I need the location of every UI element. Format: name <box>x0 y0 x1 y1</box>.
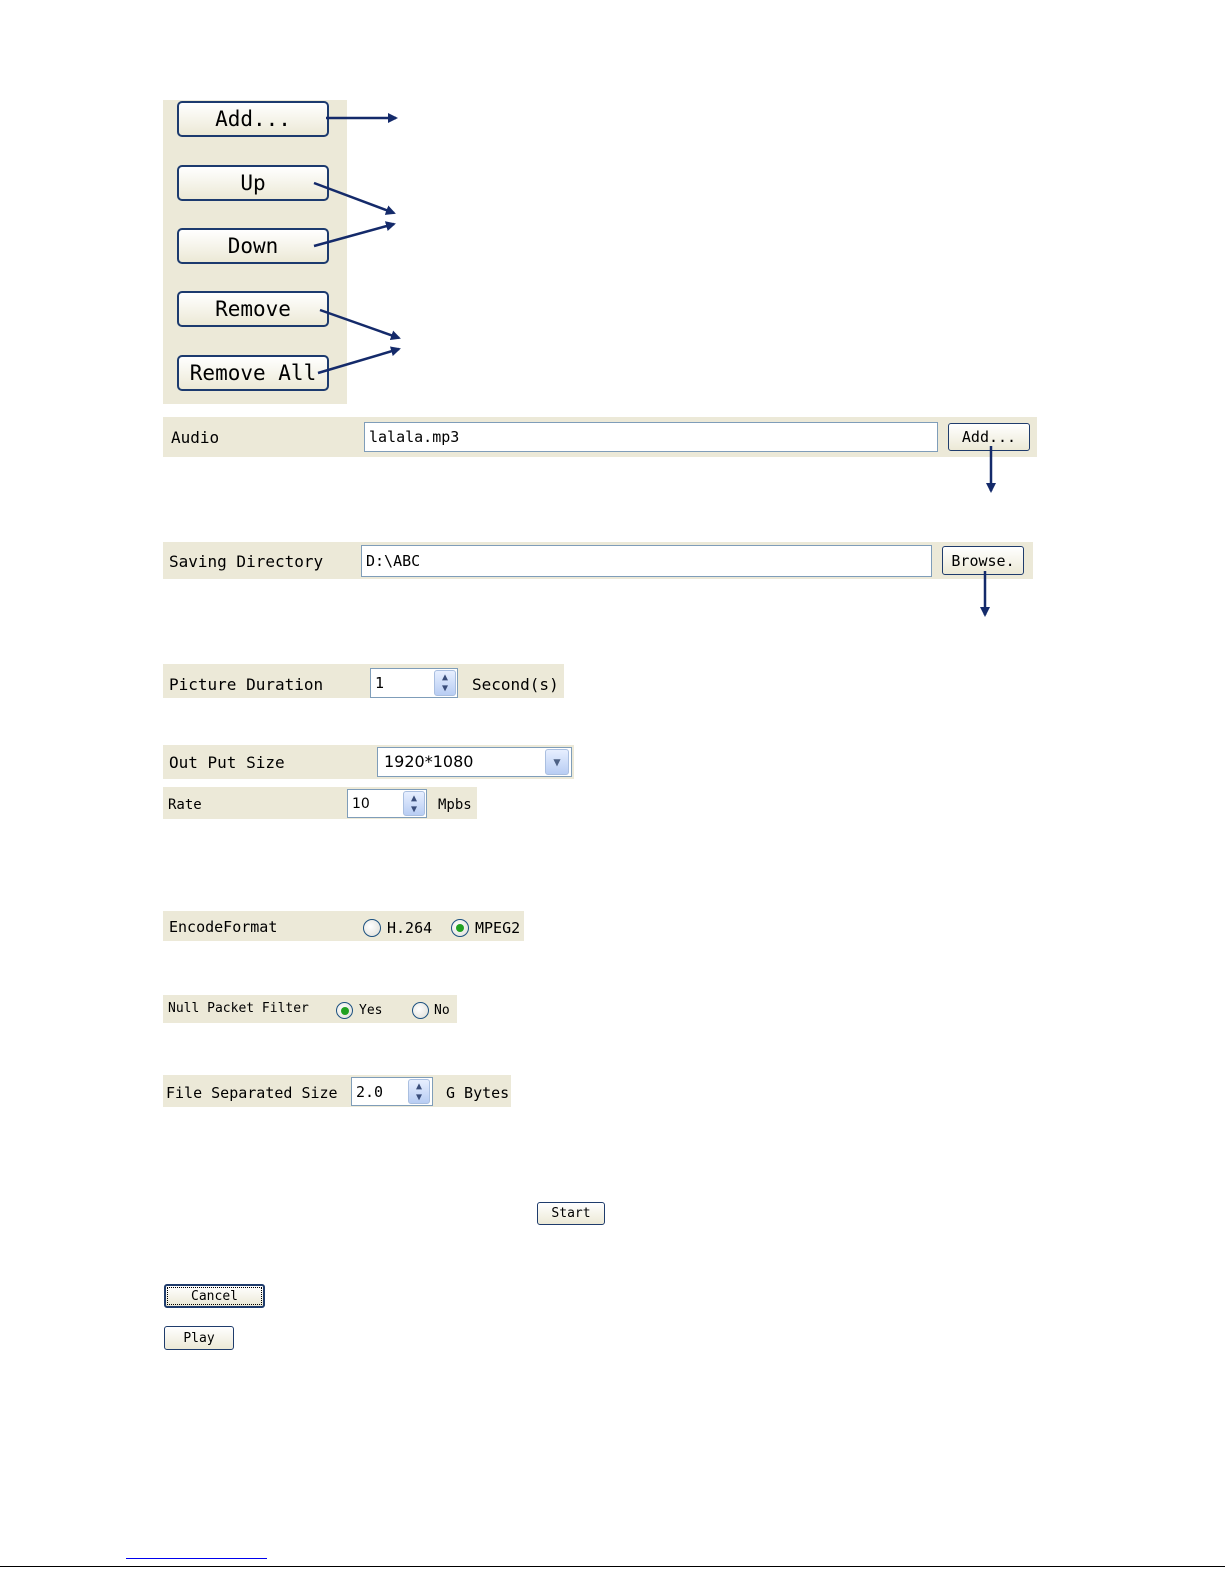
rate-unit: Mpbs <box>438 797 472 813</box>
null-filter-no-label[interactable]: No <box>434 1003 450 1018</box>
output-size-select[interactable] <box>377 747 572 777</box>
audio-file-input[interactable] <box>364 422 938 452</box>
file-separated-size-spinner[interactable] <box>408 1079 430 1104</box>
output-size-label: Out Put Size <box>169 753 285 772</box>
move-up-button[interactable]: Up <box>177 165 329 201</box>
browse-button[interactable]: Browse. <box>942 546 1024 575</box>
remove-button[interactable]: Remove <box>177 291 329 327</box>
null-filter-yes-radio[interactable] <box>336 1002 353 1019</box>
saving-directory-label: Saving Directory <box>169 552 324 571</box>
encode-h264-radio[interactable] <box>363 919 381 937</box>
audio-add-button[interactable]: Add... <box>948 423 1030 451</box>
spin-up-icon[interactable]: ▲ <box>410 792 418 804</box>
radio-selected-dot <box>456 924 464 932</box>
chevron-down-icon[interactable]: ▼ <box>545 749 569 775</box>
play-button[interactable]: Play <box>164 1326 234 1350</box>
spin-up-icon[interactable]: ▲ <box>415 1080 423 1092</box>
null-filter-yes-label[interactable]: Yes <box>359 1003 383 1018</box>
encode-mpeg2-label[interactable]: MPEG2 <box>475 919 521 937</box>
null-packet-filter-label: Null Packet Filter <box>168 1001 309 1016</box>
spin-down-icon[interactable]: ▼ <box>441 683 449 694</box>
file-separated-size-unit: G Bytes <box>446 1084 510 1102</box>
rate-spinner[interactable] <box>403 791 425 816</box>
picture-duration-label: Picture Duration <box>169 675 324 694</box>
start-button[interactable]: Start <box>537 1202 605 1225</box>
saving-directory-input[interactable] <box>361 545 932 577</box>
footer-divider <box>0 1566 1225 1567</box>
rate-row <box>163 787 477 819</box>
audio-label: Audio <box>171 428 220 447</box>
encode-mpeg2-radio[interactable] <box>451 919 469 937</box>
spin-down-icon[interactable]: ▼ <box>415 1091 423 1103</box>
picture-duration-unit: Second(s) <box>472 675 559 694</box>
encode-format-label: EncodeFormat <box>169 918 278 936</box>
cancel-button[interactable]: Cancel <box>164 1284 265 1308</box>
null-filter-no-radio[interactable] <box>412 1002 429 1019</box>
output-size-value: 1920*1080 <box>384 752 474 771</box>
remove-all-button[interactable]: Remove All <box>177 355 329 391</box>
spin-up-icon[interactable]: ▲ <box>441 672 449 683</box>
picture-duration-spinner[interactable] <box>434 670 456 696</box>
file-separated-size-label: File Separated Size <box>166 1084 338 1102</box>
add-file-button[interactable]: Add... <box>177 101 329 137</box>
spin-down-icon[interactable]: ▼ <box>410 803 418 815</box>
radio-selected-dot <box>341 1007 349 1015</box>
rate-label: Rate <box>168 797 202 813</box>
move-down-button[interactable]: Down <box>177 228 329 264</box>
footer-link-line <box>126 1558 267 1559</box>
encode-h264-label[interactable]: H.264 <box>387 919 433 937</box>
